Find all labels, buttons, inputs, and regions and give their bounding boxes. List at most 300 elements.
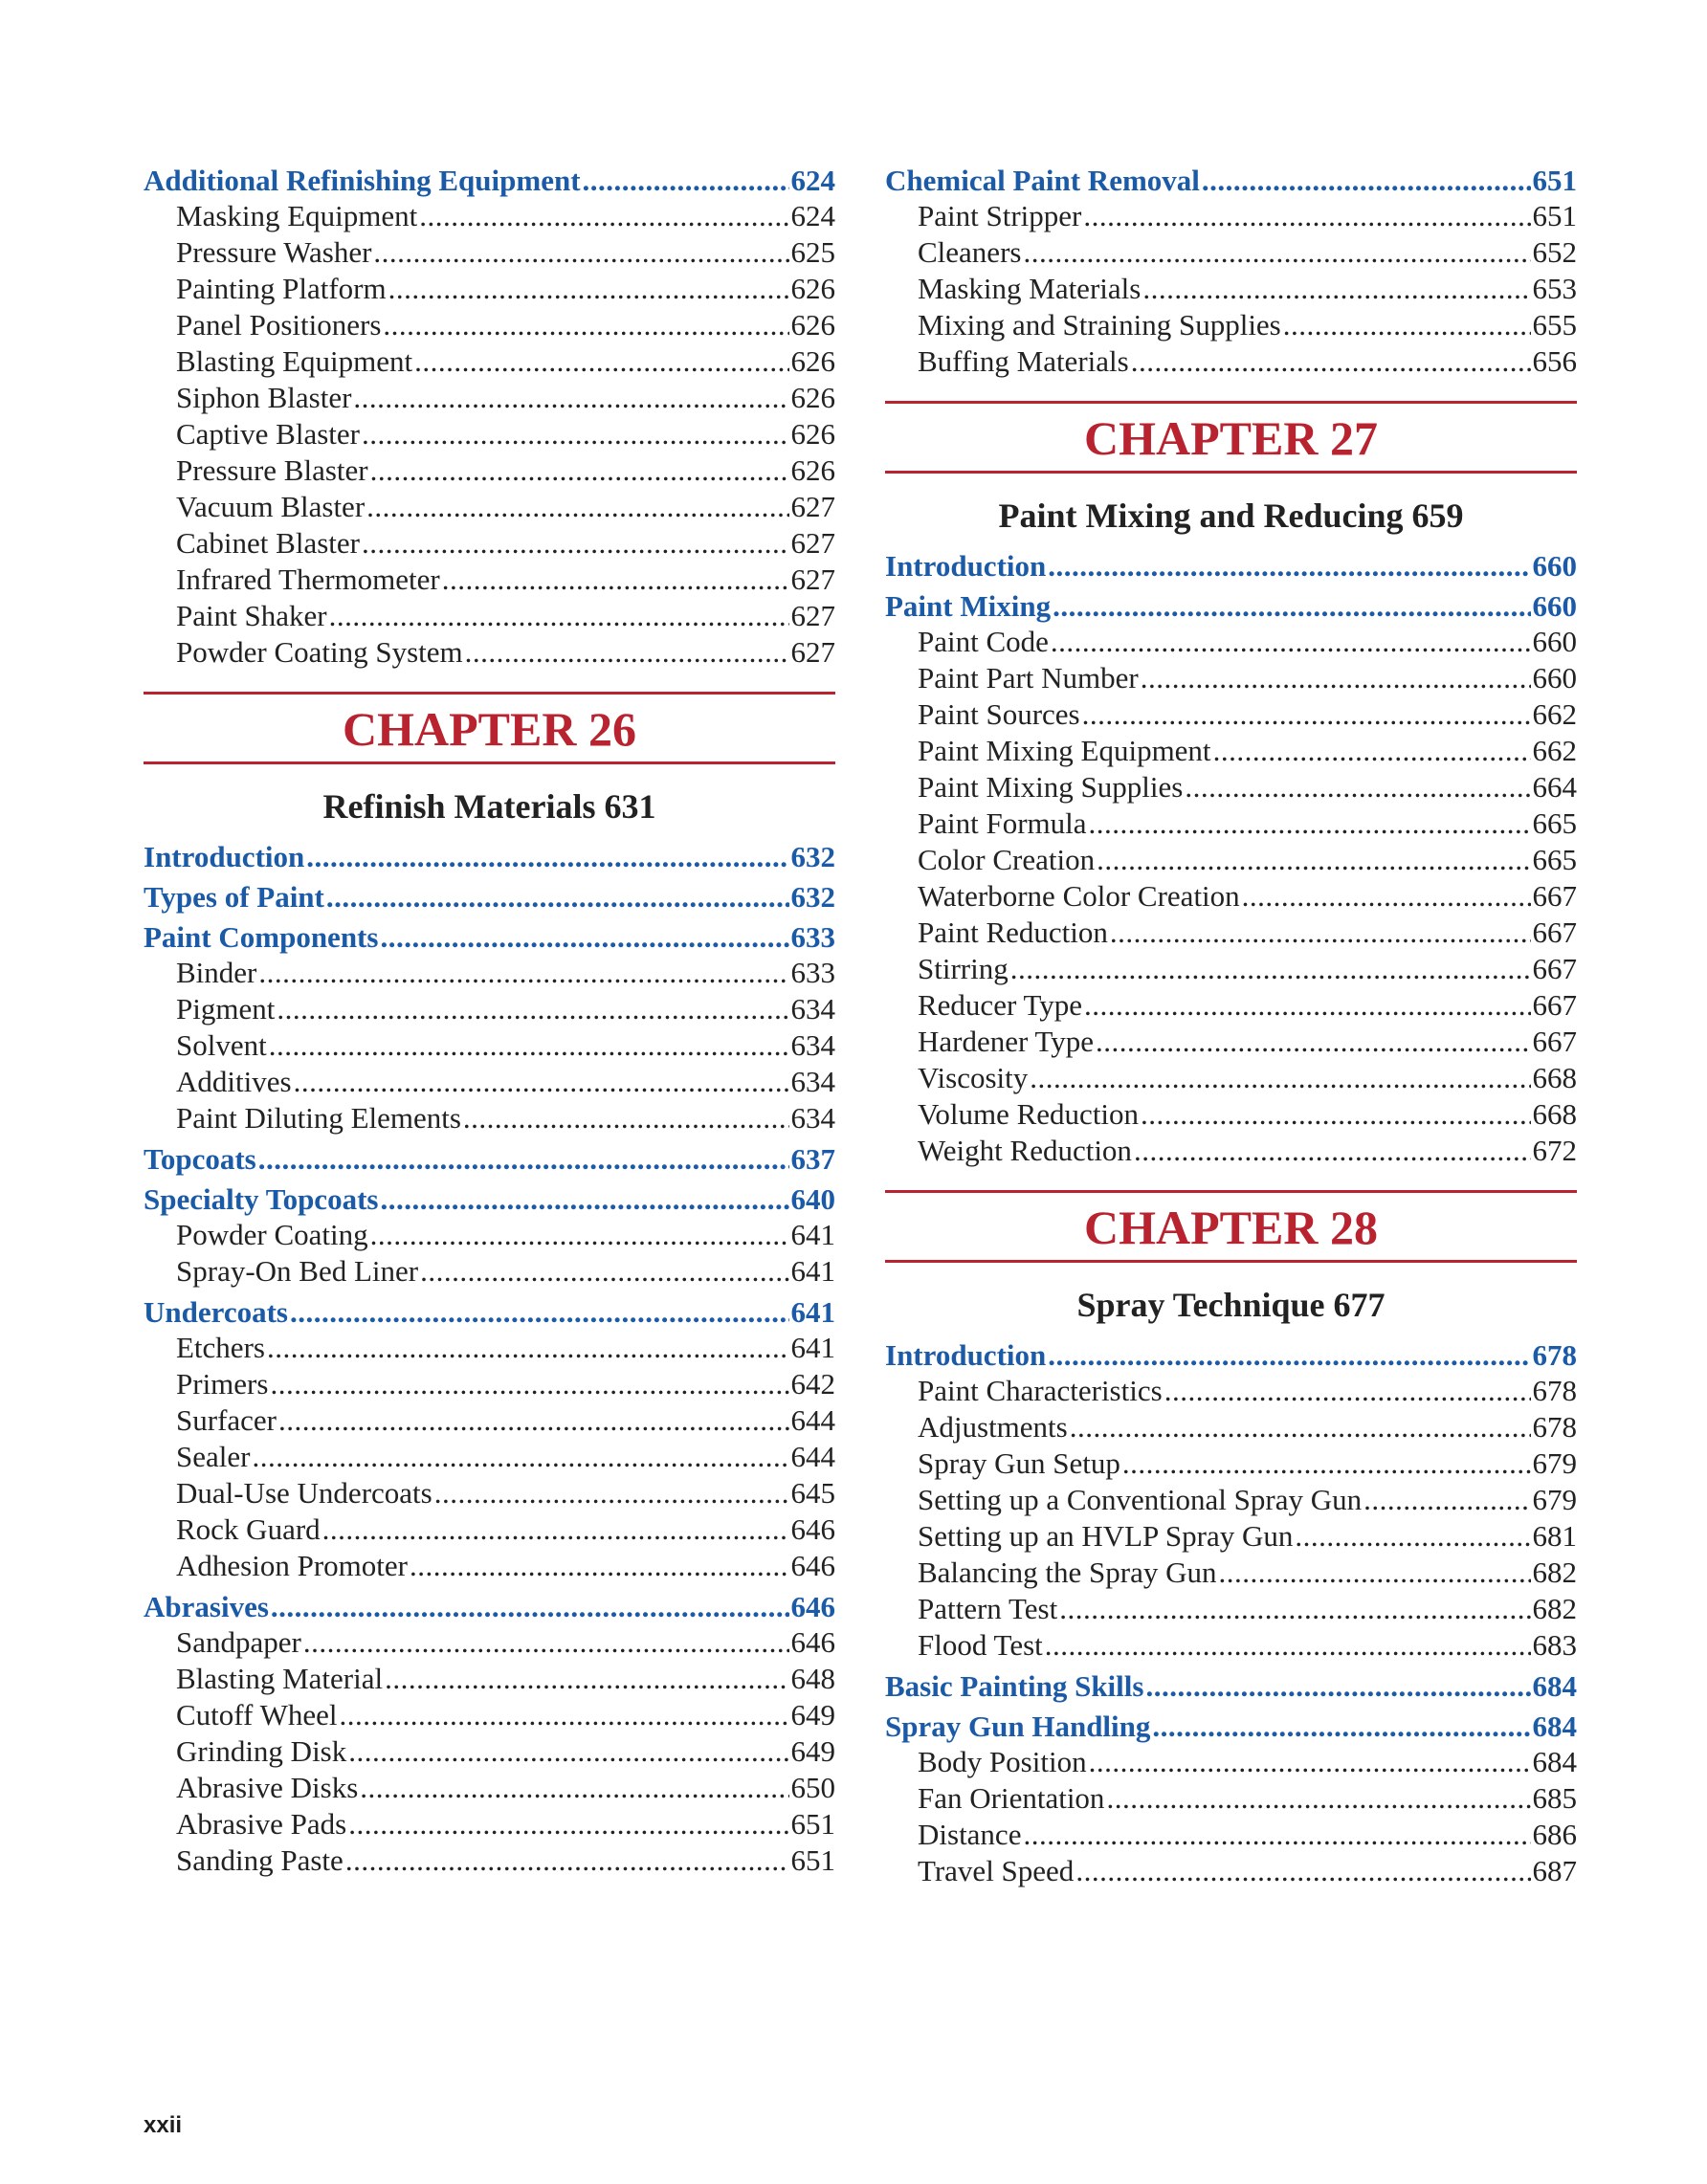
entry-label: Body Position <box>918 1745 1087 1778</box>
entry-label: Pattern Test <box>918 1592 1058 1625</box>
entry-label: Grinding Disk <box>176 1734 347 1768</box>
entry-page-number: 637 <box>790 1142 835 1176</box>
entry-label: Panel Positioners <box>176 308 382 342</box>
entry-page-number: 679 <box>1532 1446 1577 1480</box>
toc-subsection-entry[interactable] <box>885 1096 1577 1133</box>
dot-leader <box>1084 987 1531 1024</box>
dot-leader <box>420 1253 788 1290</box>
dot-leader <box>1219 1555 1531 1591</box>
dot-leader <box>278 1402 789 1439</box>
entry-label: Vacuum Blaster <box>176 490 366 523</box>
dot-leader <box>465 634 789 671</box>
dot-leader <box>1089 805 1531 842</box>
toc-subsection-entry[interactable] <box>885 842 1577 878</box>
entry-page-number: 624 <box>790 199 835 232</box>
entry-label: Cabinet Blaster <box>176 526 360 560</box>
entry-label: Color Creation <box>918 843 1096 876</box>
entry-page-number: 627 <box>790 490 835 523</box>
dot-leader <box>1141 1096 1530 1133</box>
entry-label: Binder <box>176 956 257 989</box>
entry-label: Paint Mixing Equipment <box>918 734 1211 767</box>
entry-page-number: 648 <box>790 1662 835 1695</box>
entry-label: Masking Materials <box>918 272 1142 305</box>
entry-page-number: 627 <box>790 563 835 596</box>
dot-leader <box>366 489 788 525</box>
toc-subsection-entry[interactable] <box>144 562 835 598</box>
entry-page-number: 627 <box>790 599 835 632</box>
entry-page-number: 678 <box>1532 1374 1577 1407</box>
toc-subsection-entry[interactable] <box>885 1373 1577 1409</box>
entry-page-number: 683 <box>1532 1628 1577 1662</box>
toc-subsection-entry[interactable] <box>144 1548 835 1584</box>
entry-page-number: 679 <box>1532 1483 1577 1516</box>
entry-label: Buffing Materials <box>918 344 1129 378</box>
entry-page-number: 624 <box>790 164 835 197</box>
entry-label: Distance <box>918 1818 1022 1851</box>
entry-label: Fan Orientation <box>918 1781 1105 1815</box>
entry-label: Paint Diluting Elements <box>176 1101 461 1135</box>
entry-page-number: 662 <box>1532 697 1577 731</box>
dot-leader <box>1242 878 1531 915</box>
dot-leader <box>1070 1409 1531 1445</box>
entry-page-number: 668 <box>1532 1061 1577 1094</box>
toc-section-entry[interactable] <box>885 1709 1577 1744</box>
entry-page-number: 678 <box>1532 1410 1577 1444</box>
entry-label: Topcoats <box>144 1142 256 1176</box>
entry-label: Additional Refinishing Equipment <box>144 164 581 197</box>
toc-subsection-entry[interactable] <box>885 1780 1577 1817</box>
dot-leader <box>1122 1445 1531 1482</box>
toc-subsection-entry[interactable] <box>144 489 835 525</box>
toc-subsection-entry[interactable] <box>144 1733 835 1770</box>
dot-leader <box>1059 1591 1530 1627</box>
dot-leader <box>329 598 789 634</box>
dot-leader <box>410 1548 789 1584</box>
entry-page-number: 634 <box>790 992 835 1026</box>
entry-label: Pressure Washer <box>176 235 372 269</box>
toc-section-entry[interactable] <box>144 1141 835 1177</box>
entry-label: Balancing the Spray Gun <box>918 1555 1217 1589</box>
dot-leader <box>583 163 789 198</box>
entry-page-number: 644 <box>790 1440 835 1473</box>
entry-label: Mixing and Straining Supplies <box>918 308 1281 342</box>
dot-leader <box>271 1589 789 1624</box>
toc-subsection-entry[interactable] <box>144 525 835 562</box>
toc-subsection-entry[interactable] <box>885 769 1577 805</box>
entry-label: Setting up a Conventional Spray Gun <box>918 1483 1363 1516</box>
toc-section-entry[interactable] <box>885 1668 1577 1704</box>
entry-label: Chemical Paint Removal <box>885 164 1200 197</box>
entry-label: Rock Guard <box>176 1512 321 1546</box>
entry-page-number: 625 <box>790 235 835 269</box>
dot-leader <box>370 1217 789 1253</box>
toc-subsection-entry[interactable] <box>144 1511 835 1548</box>
entry-page-number: 653 <box>1532 272 1577 305</box>
entry-label: Travel Speed <box>918 1854 1075 1887</box>
dot-leader <box>1131 343 1531 380</box>
dot-leader <box>1075 1853 1530 1889</box>
entry-label: Pigment <box>176 992 276 1026</box>
toc-subsection-entry[interactable] <box>144 1366 835 1402</box>
toc-right-column <box>885 163 1577 1889</box>
dot-leader <box>1023 234 1530 271</box>
entry-page-number: 667 <box>1532 952 1577 985</box>
toc-subsection-entry[interactable] <box>885 307 1577 343</box>
entry-label: Volume Reduction <box>918 1097 1140 1131</box>
entry-label: Paint Formula <box>918 806 1087 840</box>
toc-subsection-entry[interactable] <box>144 343 835 380</box>
toc-subsection-entry[interactable] <box>144 380 835 416</box>
entry-page-number: 641 <box>790 1331 835 1364</box>
entry-page-number: 656 <box>1532 344 1577 378</box>
entry-label: Abrasive Pads <box>176 1807 347 1841</box>
dot-leader <box>252 1439 788 1475</box>
entry-page-number: 649 <box>790 1698 835 1732</box>
dot-leader <box>1141 660 1531 696</box>
entry-label: Introduction <box>144 840 305 873</box>
toc-subsection-entry[interactable] <box>885 624 1577 660</box>
toc-subsection-entry[interactable] <box>144 991 835 1027</box>
dot-leader <box>345 1842 789 1879</box>
toc-subsection-entry[interactable] <box>885 1060 1577 1096</box>
toc-subsection-entry[interactable] <box>144 198 835 234</box>
toc-subsection-entry[interactable] <box>144 1100 835 1136</box>
chapter-heading: CHAPTER 26 <box>343 702 636 756</box>
toc-subsection-entry[interactable] <box>144 1806 835 1842</box>
entry-page-number: 651 <box>790 1843 835 1877</box>
entry-label: Spray Gun Handling <box>885 1710 1151 1743</box>
dot-leader <box>1142 271 1530 307</box>
entry-page-number: 632 <box>790 840 835 873</box>
entry-page-number: 684 <box>1532 1745 1577 1778</box>
entry-page-number: 651 <box>1532 199 1577 232</box>
dot-leader <box>1283 307 1531 343</box>
entry-label: Paint Mixing Supplies <box>918 770 1184 804</box>
toc-subsection-entry[interactable] <box>885 1817 1577 1853</box>
entry-page-number: 652 <box>1532 235 1577 269</box>
dot-leader <box>1053 588 1530 624</box>
toc-subsection-entry[interactable] <box>885 343 1577 380</box>
entry-page-number: 634 <box>790 1028 835 1062</box>
toc-subsection-entry[interactable] <box>144 1330 835 1366</box>
toc-subsection-entry[interactable] <box>885 696 1577 733</box>
entry-page-number: 634 <box>790 1101 835 1135</box>
dot-leader <box>1295 1518 1530 1555</box>
toc-subsection-entry[interactable] <box>885 878 1577 915</box>
entry-page-number: 655 <box>1532 308 1577 342</box>
dot-leader <box>385 1661 788 1697</box>
toc-subsection-entry[interactable] <box>144 1475 835 1511</box>
toc-subsection-entry[interactable] <box>144 955 835 991</box>
dot-leader <box>360 1770 788 1806</box>
toc-subsection-entry[interactable] <box>885 198 1577 234</box>
entry-page-number: 684 <box>1532 1669 1577 1703</box>
entry-label: Solvent <box>176 1028 267 1062</box>
dot-leader <box>269 1027 789 1064</box>
entry-page-number: 642 <box>790 1367 835 1401</box>
dot-leader <box>290 1294 789 1330</box>
dot-leader <box>258 1141 789 1177</box>
dot-leader <box>1030 1060 1530 1096</box>
entry-page-number: 626 <box>790 308 835 342</box>
entry-label: Blasting Material <box>176 1662 384 1695</box>
entry-page-number: 633 <box>790 920 835 954</box>
dot-leader <box>1089 1744 1531 1780</box>
dot-leader <box>1213 733 1531 769</box>
toc-subsection-entry[interactable] <box>885 1133 1577 1169</box>
toc-subsection-entry[interactable] <box>885 1591 1577 1627</box>
dot-leader <box>1082 696 1531 733</box>
toc-subsection-entry[interactable] <box>144 1842 835 1879</box>
chapter-title: Spray Technique 677 <box>1076 1286 1386 1324</box>
dot-leader <box>267 1330 789 1366</box>
entry-label: Undercoats <box>144 1295 288 1329</box>
toc-subsection-entry[interactable] <box>885 805 1577 842</box>
entry-label: Paint Characteristics <box>918 1374 1163 1407</box>
toc-section-entry[interactable] <box>144 839 835 874</box>
dot-leader <box>373 234 788 271</box>
entry-page-number: 667 <box>1532 1025 1577 1058</box>
entry-label: Paint Part Number <box>918 661 1139 695</box>
chapter-heading: CHAPTER 27 <box>1084 411 1378 465</box>
dot-leader <box>1363 1482 1530 1518</box>
toc-subsection-entry[interactable] <box>144 1064 835 1100</box>
toc-subsection-entry[interactable] <box>144 1624 835 1661</box>
toc-subsection-entry[interactable] <box>885 660 1577 696</box>
dot-leader <box>348 1806 788 1842</box>
toc-subsection-entry[interactable] <box>144 1402 835 1439</box>
entry-page-number: 681 <box>1532 1519 1577 1553</box>
entry-page-number: 660 <box>1532 589 1577 623</box>
entry-page-number: 682 <box>1532 1555 1577 1589</box>
dot-leader <box>277 991 788 1027</box>
chapter-block <box>885 401 1577 537</box>
toc-subsection-entry[interactable] <box>885 1409 1577 1445</box>
dot-leader <box>353 380 788 416</box>
dot-leader <box>463 1100 789 1136</box>
dot-leader <box>442 562 789 598</box>
entry-label: Flood Test <box>918 1628 1043 1662</box>
entry-page-number: 626 <box>790 417 835 451</box>
toc-subsection-entry[interactable] <box>885 1024 1577 1060</box>
entry-page-number: 665 <box>1532 806 1577 840</box>
entry-page-number: 626 <box>790 344 835 378</box>
entry-label: Primers <box>176 1367 269 1401</box>
toc-subsection-entry[interactable] <box>885 1744 1577 1780</box>
chapter-title: Refinish Materials 631 <box>322 787 656 826</box>
entry-label: Paint Mixing <box>885 589 1052 623</box>
toc-section-entry[interactable] <box>885 588 1577 624</box>
dot-leader <box>303 1624 789 1661</box>
dot-leader <box>434 1475 789 1511</box>
entry-label: Additives <box>176 1065 292 1098</box>
dot-leader <box>1097 842 1530 878</box>
chapter-block <box>885 1190 1577 1326</box>
entry-label: Spray-On Bed Liner <box>176 1254 419 1288</box>
chapter-block <box>144 692 835 827</box>
dot-leader <box>1185 769 1530 805</box>
dot-leader <box>306 839 788 874</box>
toc-section-entry[interactable] <box>144 879 835 915</box>
dot-leader <box>419 198 788 234</box>
toc-subsection-entry[interactable] <box>144 1770 835 1806</box>
toc-subsection-entry[interactable] <box>885 234 1577 271</box>
entry-label: Paint Sources <box>918 697 1080 731</box>
entry-label: Paint Components <box>144 920 379 954</box>
entry-page-number: 646 <box>790 1625 835 1659</box>
entry-page-number: 645 <box>790 1476 835 1510</box>
entry-label: Abrasive Disks <box>176 1771 359 1804</box>
toc-section-entry[interactable] <box>885 548 1577 584</box>
entry-label: Blasting Equipment <box>176 344 413 378</box>
dot-leader <box>380 919 788 955</box>
entry-label: Abrasives <box>144 1590 269 1623</box>
entry-label: Masking Equipment <box>176 199 418 232</box>
dot-leader <box>1096 1024 1530 1060</box>
toc-subsection-entry[interactable] <box>144 1439 835 1475</box>
entry-page-number: 662 <box>1532 734 1577 767</box>
entry-label: Hardener Type <box>918 1025 1095 1058</box>
toc-subsection-entry[interactable] <box>885 733 1577 769</box>
toc-subsection-entry[interactable] <box>885 987 1577 1024</box>
dot-leader <box>383 307 788 343</box>
toc-subsection-entry[interactable] <box>144 598 835 634</box>
entry-label: Waterborne Color Creation <box>918 879 1240 913</box>
toc-subsection-entry[interactable] <box>144 307 835 343</box>
toc-subsection-entry[interactable] <box>885 1482 1577 1518</box>
entry-page-number: 627 <box>790 635 835 669</box>
dot-leader <box>1010 951 1531 987</box>
toc-subsection-entry[interactable] <box>885 1627 1577 1664</box>
toc-left-column <box>144 163 835 1879</box>
dot-leader <box>370 452 789 489</box>
toc-section-entry[interactable] <box>144 1294 835 1330</box>
entry-label: Etchers <box>176 1331 265 1364</box>
entry-page-number: 641 <box>790 1218 835 1251</box>
entry-page-number: 651 <box>790 1807 835 1841</box>
dot-leader <box>1023 1817 1530 1853</box>
entry-label: Introduction <box>885 549 1047 583</box>
entry-page-number: 651 <box>1532 164 1577 197</box>
entry-label: Spray Gun Setup <box>918 1446 1120 1480</box>
entry-page-number: 646 <box>790 1549 835 1582</box>
entry-label: Paint Shaker <box>176 599 327 632</box>
entry-label: Adhesion Promoter <box>176 1549 408 1582</box>
dot-leader <box>1048 548 1530 584</box>
entry-page-number: 682 <box>1532 1592 1577 1625</box>
toc-subsection-entry[interactable] <box>144 634 835 671</box>
toc-section-entry[interactable] <box>144 163 835 198</box>
toc-subsection-entry[interactable] <box>144 1253 835 1290</box>
entry-label: Introduction <box>885 1338 1047 1372</box>
entry-page-number: 649 <box>790 1734 835 1768</box>
toc-subsection-entry[interactable] <box>885 951 1577 987</box>
entry-label: Cutoff Wheel <box>176 1698 338 1732</box>
entry-page-number: 627 <box>790 526 835 560</box>
toc-subsection-entry[interactable] <box>885 1518 1577 1555</box>
entry-label: Reducer Type <box>918 988 1082 1022</box>
toc-subsection-entry[interactable] <box>885 915 1577 951</box>
toc-subsection-entry[interactable] <box>885 1445 1577 1482</box>
toc-subsection-entry[interactable] <box>144 452 835 489</box>
dot-leader <box>1083 198 1530 234</box>
entry-label: Sandpaper <box>176 1625 301 1659</box>
toc-subsection-entry[interactable] <box>144 1217 835 1253</box>
entry-label: Setting up an HVLP Spray Gun <box>918 1519 1294 1553</box>
dot-leader <box>348 1733 788 1770</box>
entry-page-number: 632 <box>790 880 835 914</box>
entry-label: Cleaners <box>918 235 1022 269</box>
toc-section-entry[interactable] <box>885 163 1577 198</box>
entry-label: Adjustments <box>918 1410 1068 1444</box>
dot-leader <box>1048 1337 1530 1373</box>
entry-page-number: 626 <box>790 381 835 414</box>
dot-leader <box>1106 1780 1530 1817</box>
entry-page-number: 640 <box>790 1182 835 1216</box>
entry-page-number: 667 <box>1532 916 1577 949</box>
entry-page-number: 667 <box>1532 988 1577 1022</box>
entry-page-number: 644 <box>790 1403 835 1437</box>
toc-subsection-entry[interactable] <box>144 1697 835 1733</box>
entry-page-number: 684 <box>1532 1710 1577 1743</box>
chapter-rule-bottom <box>885 1260 1577 1263</box>
entry-page-number: 685 <box>1532 1781 1577 1815</box>
entry-page-number: 665 <box>1532 843 1577 876</box>
chapter-heading: CHAPTER 28 <box>1084 1201 1378 1254</box>
toc-subsection-entry[interactable] <box>885 271 1577 307</box>
toc-subsection-entry[interactable] <box>885 1555 1577 1591</box>
entry-page-number: 650 <box>790 1771 835 1804</box>
entry-label: Viscosity <box>918 1061 1029 1094</box>
toc-section-entry[interactable] <box>885 1337 1577 1373</box>
entry-page-number: 646 <box>790 1512 835 1546</box>
entry-page-number: 646 <box>790 1590 835 1623</box>
entry-page-number: 678 <box>1532 1338 1577 1372</box>
dot-leader <box>414 343 788 380</box>
entry-page-number: 686 <box>1532 1818 1577 1851</box>
entry-page-number: 634 <box>790 1065 835 1098</box>
entry-page-number: 668 <box>1532 1097 1577 1131</box>
toc-subsection-entry[interactable] <box>144 271 835 307</box>
toc-subsection-entry[interactable] <box>144 1027 835 1064</box>
toc-subsection-entry[interactable] <box>144 416 835 452</box>
entry-label: Stirring <box>918 952 1009 985</box>
toc-subsection-entry[interactable] <box>885 1853 1577 1889</box>
dot-leader <box>326 879 789 915</box>
entry-page-number: 660 <box>1532 661 1577 695</box>
entry-label: Weight Reduction <box>918 1134 1132 1167</box>
entry-label: Paint Code <box>918 625 1049 658</box>
dot-leader <box>1045 1627 1531 1664</box>
dot-leader <box>258 955 788 991</box>
entry-page-number: 672 <box>1532 1134 1577 1167</box>
entry-label: Surfacer <box>176 1403 277 1437</box>
toc-section-entry[interactable] <box>144 1589 835 1624</box>
entry-label: Paint Stripper <box>918 199 1082 232</box>
page-number: xxii <box>144 2112 183 2138</box>
toc-section-entry[interactable] <box>144 919 835 955</box>
chapter-rule-bottom <box>885 471 1577 474</box>
entry-label: Infrared Thermometer <box>176 563 440 596</box>
toc-subsection-entry[interactable] <box>144 234 835 271</box>
toc-section-entry[interactable] <box>144 1181 835 1217</box>
toc-subsection-entry[interactable] <box>144 1661 835 1697</box>
entry-label: Powder Coating System <box>176 635 463 669</box>
entry-page-number: 626 <box>790 272 835 305</box>
entry-label: Sanding Paste <box>176 1843 344 1877</box>
dot-leader <box>339 1697 788 1733</box>
entry-label: Specialty Topcoats <box>144 1182 379 1216</box>
